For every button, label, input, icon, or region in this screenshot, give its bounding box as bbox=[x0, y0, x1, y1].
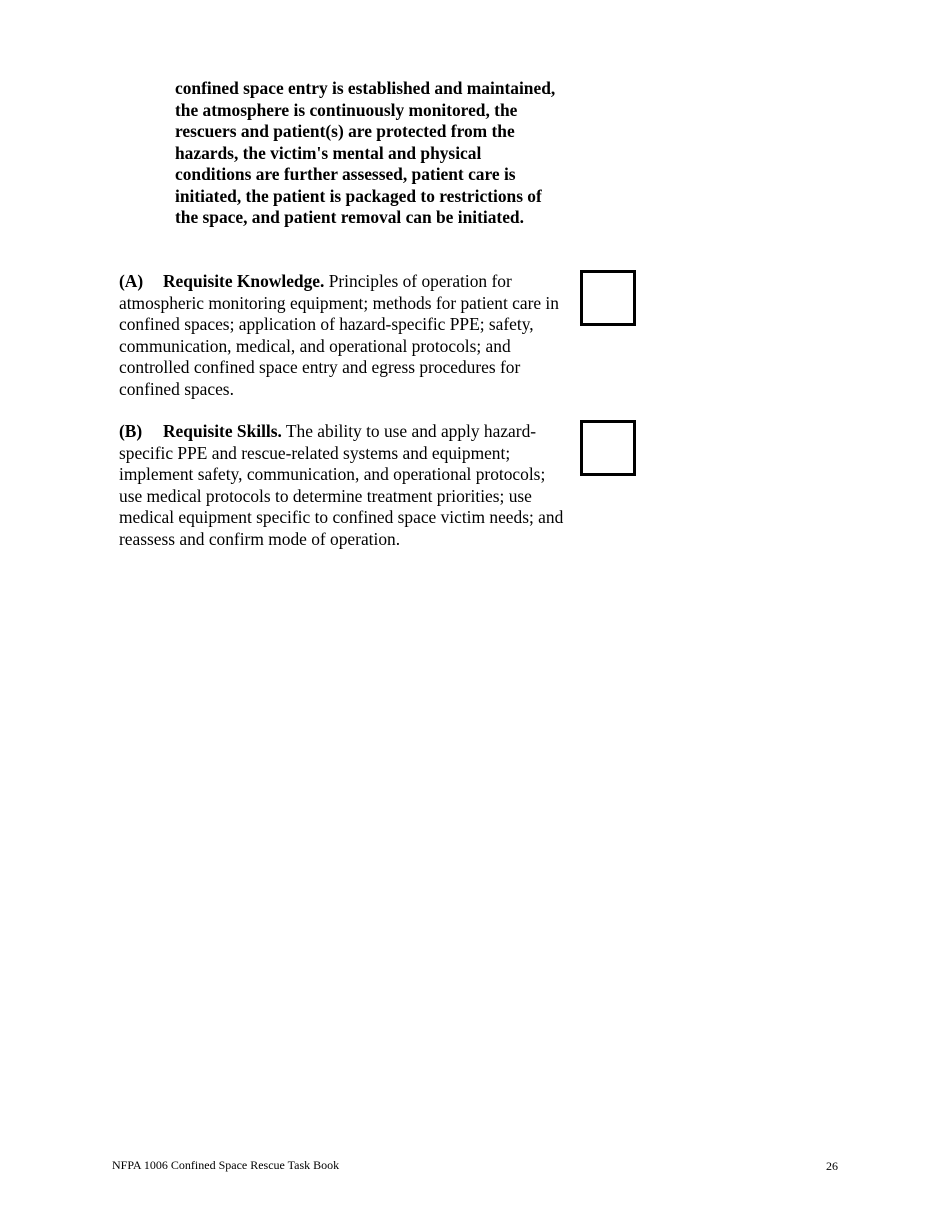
section-heading: Requisite Knowledge. bbox=[163, 271, 325, 291]
section-letter: (A) bbox=[119, 271, 144, 291]
intro-paragraph: confined space entry is established and maintained, the atmosphere is continuously monitored, the rescuers and patient(s) are protected from the hazards, the victim's mental and physical conditions are further assessed, patient care is initiated, the patient is packaged to restrictions of the space, and patient removal can be initiated. bbox=[175, 78, 556, 227]
section-body: The ability to use and apply hazard-specific PPE and rescue-related systems and equipment; implement safety, communication, and operational protocols; use medical protocols to determine treatment priorities; use medical equipment specific to confined space victim needs; and reassess and confirm mode of operation. bbox=[119, 421, 564, 549]
section-heading: Requisite Skills. bbox=[163, 421, 282, 441]
footer-title: NFPA 1006 Confined Space Rescue Task Book bbox=[112, 1158, 340, 1172]
page-number: 26 bbox=[826, 1159, 838, 1173]
section-body: Principles of operation for atmospheric monitoring equipment; methods for patient care in confined spaces; application of hazard-specific PPE; safety, communication, medical, and operational protocols; and controlled confined space entry and egress procedures for confined spaces. bbox=[119, 271, 559, 399]
requisite-knowledge-checkbox[interactable] bbox=[580, 270, 636, 326]
section-letter: (B) bbox=[119, 421, 143, 441]
requisite-skills-section bbox=[119, 421, 567, 550]
requisite-skills-checkbox[interactable] bbox=[580, 420, 636, 476]
requisite-knowledge-section bbox=[119, 271, 567, 400]
